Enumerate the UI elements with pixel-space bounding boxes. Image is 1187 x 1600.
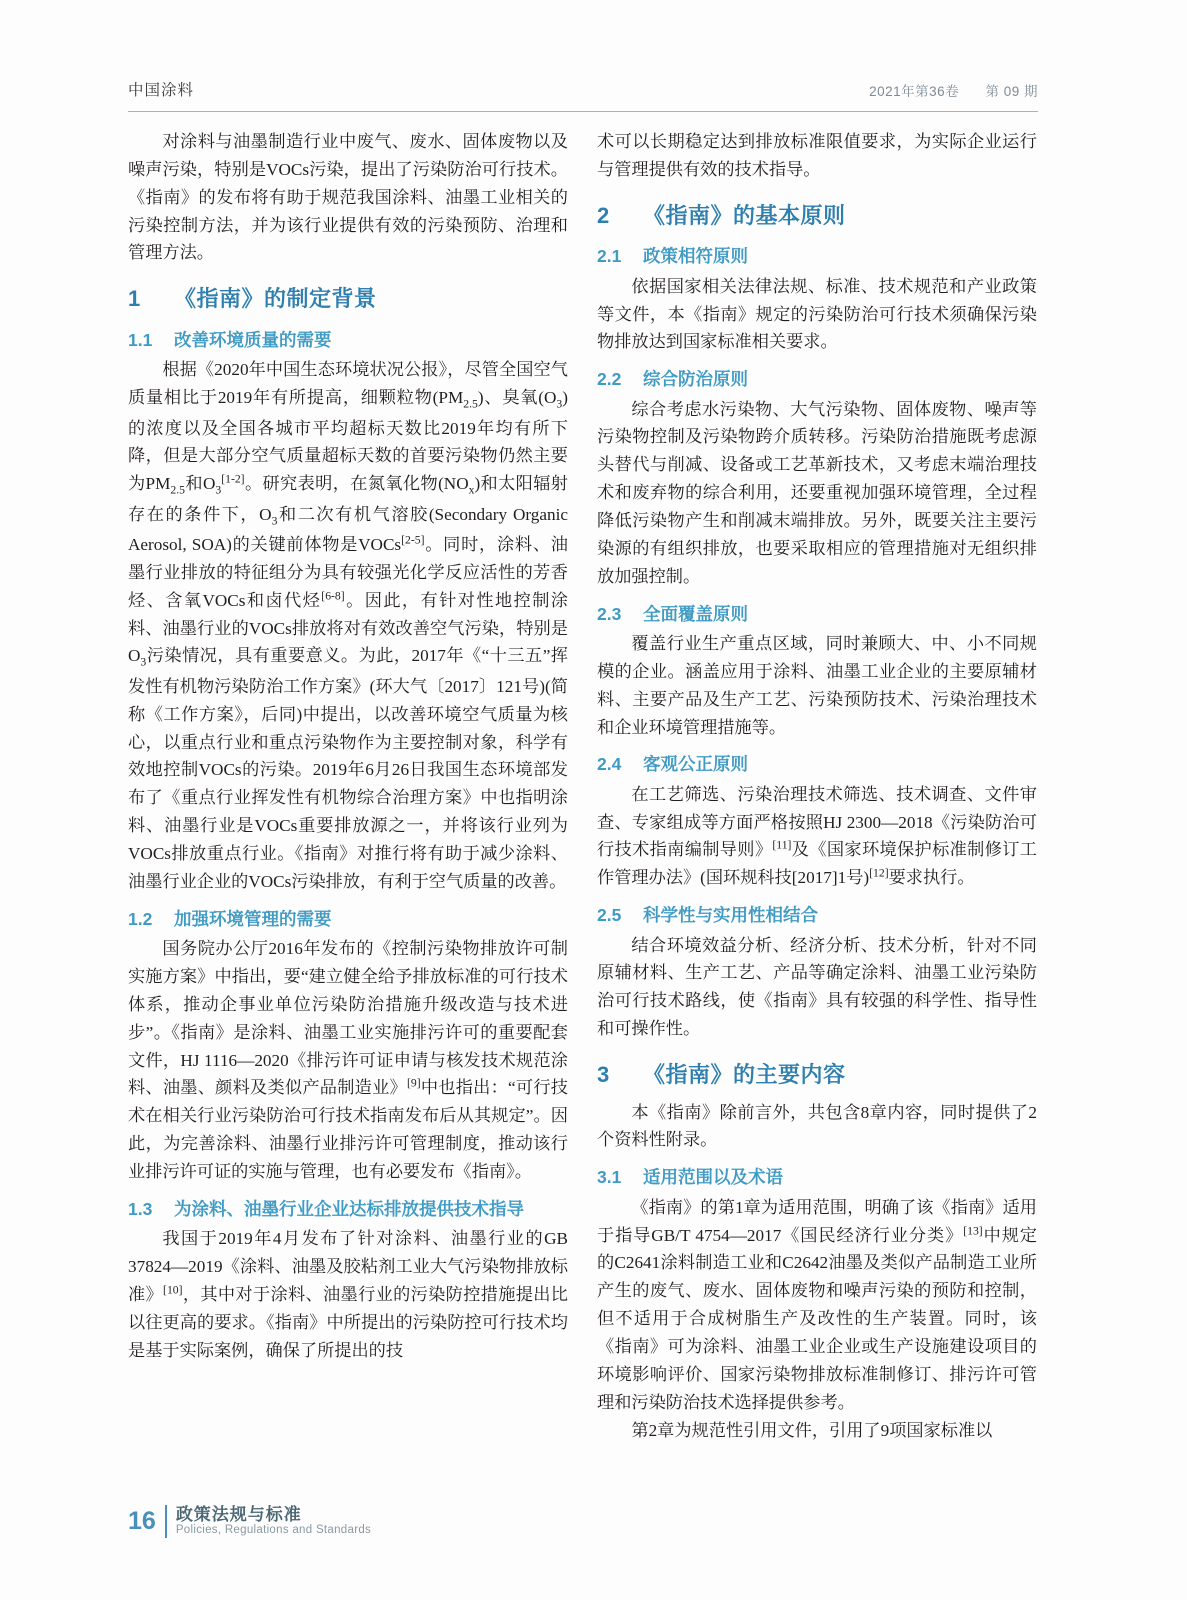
p31-ref1: [13] [963, 1223, 983, 1237]
paragraph-1-3 [128, 1225, 568, 1364]
paragraph-3: 本《指南》除前言外，共包含8章内容，同时提供了2个资料性附录。 [597, 1102, 1037, 1150]
p11-seg9: 。因此，有针对性地控制涂料、油墨行业的VOCs排放将对有效改善空气污染，特别是O [128, 590, 568, 666]
p11-seg7: 和二次有机气溶胶(Secondary Organic Aerosol, SOA)的关键前体物是VOCs [128, 504, 568, 555]
heading-2-2-title: 综合防治原则 [643, 369, 748, 390]
p11-sub5: x [468, 483, 475, 497]
p24-seg2: 及《国家环境保护标准制修订工作管理办法》(国环规科技[2017]1号) [597, 840, 1037, 888]
p11-seg2: )、臭氧(O [477, 388, 557, 408]
heading-2-4-title: 客观公正原则 [643, 754, 748, 775]
footer-section-en: Policies, Regulations and Standards [175, 1524, 372, 1537]
p24-ref1: [11] [772, 838, 792, 852]
paragraph-1-2 [128, 935, 568, 1186]
heading-2-3 [597, 600, 1037, 628]
paragraph-3-1 [597, 1194, 1037, 1417]
p11-seg8: 。同时，涂料、油墨行业排放的特征组分为具有较强光化学反应活性的芳香烃、含氧VOCs和卤代烃 [128, 535, 568, 610]
p11-sub3: 2.5 [170, 483, 186, 497]
p11-sub2: 3 [556, 397, 563, 411]
p11-ref3: [6-8] [321, 589, 345, 602]
heading-1-background [128, 281, 568, 317]
p11-ref2: [2-5] [401, 533, 425, 547]
paragraph-2-5: 结合环境效益分析、经济分析、技术分析，针对不同原辅材料、生产工艺、产品等确定涂料、油墨工业污染防治可行技术路线，使《指南》具有较强的科学性、指导性和可操作性。 [597, 935, 1037, 1039]
heading-3-number: 3 [597, 1061, 610, 1087]
heading-2-3-number: 2.3 [597, 603, 622, 624]
p11-seg5: 。研究表明，在氮氧化物(NO [244, 474, 469, 494]
paragraph-intro: 对涂料与油墨制造行业中废气、废水、固体废物以及噪声污染，特别是VOCs污染，提出了污染防治可行技术。《指南》的发布将有助于规范我国涂料、油墨工业相关的污染控制方法，并为该行业提供有效的污染预防、治理和管理方法。 [128, 132, 568, 263]
heading-1-1-number: 1.1 [128, 329, 153, 350]
heading-3-1 [597, 1163, 1037, 1191]
p13-seg1: 我国于2019年4月发布了针对涂料、油墨行业的GB 37824—2019《涂料、油墨及胶粘剂工业大气污染物排放标准》 [128, 1229, 568, 1304]
p24-ref2: [12] [869, 866, 889, 880]
p11-sub1: 2.5 [463, 397, 478, 411]
footer-section-cn: 政策法规与标准 [175, 1504, 302, 1524]
paragraph-2-4 [597, 781, 1037, 892]
p11-seg1: 根据《2020年中国生态环境状况公报》，尽管全国空气质量相比于2019年有所提高，细颗粒物(PM [128, 360, 568, 408]
p11-seg10: 污染情况，具有重要意义。为此，2017年《“十三五”挥发性有机物污染防治工作方案》(环大气〔2017〕121号)(简称《工作方案》，后同)中提出，以改善环境空气质量为核心，以重点行业和重点污染物作为主要控制对象，科学有效地控制VOCs的污染。2019年6月26日我国生态环境部发布了《重点行业挥发性有机物综合治理方案》中也指明涂料、油墨行业是VOCs重要排放源之一，并将该行业列为VOCs排放重点行业。《指南》对推行将有助于减少涂料、油墨行业企业的VOCs污染排放，有利于空气质量的改善。 [128, 646, 568, 891]
paragraph-3-1-cont: 第2章为规范性引用文件，引用了9项国家标准以 [631, 1420, 993, 1440]
page-header [128, 78, 1038, 112]
p12-ref1: [9] [406, 1076, 421, 1090]
heading-1-title: 《指南》的制定背景 [174, 286, 377, 312]
heading-2-title: 《指南》的基本原则 [643, 202, 846, 228]
heading-2-1-title: 政策相符原则 [643, 246, 748, 267]
footer-divider [165, 1505, 167, 1538]
heading-2-4-number: 2.4 [597, 754, 622, 775]
paragraph-continued: 术可以长期稳定达到排放标准限值要求，为实际企业运行与管理提供有效的技术指导。 [597, 132, 1037, 179]
p12-seg2: 中也指出：“可行技术在相关行业污染防治可行技术指南发布后从其规定”。因此，为完善涂料、油墨行业排污许可管理制度，推动该行业排污许可证的实施与管理，也有必要发布《指南》。 [128, 1078, 568, 1181]
heading-3-1-title: 适用范围以及术语 [643, 1167, 783, 1188]
issue-label: 第 09 期 [985, 84, 1038, 99]
p24-seg3: 要求执行。 [888, 868, 975, 888]
footer-section [176, 1505, 371, 1538]
heading-1-3-number: 1.3 [128, 1198, 153, 1219]
p11-ref1: [1-2] [221, 472, 245, 486]
p31-seg2: 中规定的C2641涂料制造工业和C2642油墨及类似产品制造工业所产生的废气、废水、固体废物和噪声污染的预防和控制，但不适用于合成树脂生产及改性的生产装置。同时，该《指南》可为涂料、油墨工业企业或生产设施建设项目的环境影响评价、国家污染物排放标准制修订、排污许可管理和污染防治技术选择提供参考。 [597, 1225, 1037, 1412]
journal-name: 中国涂料 [128, 82, 195, 99]
heading-1-2 [128, 905, 568, 933]
p24-seg1: 在工艺筛选、污染治理技术筛选、技术调查、文件审查、专家组成等方面严格按照HJ 2300—2018《污染防治可行技术指南编制导则》 [597, 784, 1037, 860]
heading-2-number: 2 [597, 202, 610, 228]
heading-1-number: 1 [128, 286, 141, 312]
p13-ref1: [10] [163, 1283, 183, 1297]
issue-info [869, 80, 1038, 100]
paragraph-2-3: 覆盖行业生产重点区域，同时兼顾大、中、小不同规模的企业。涵盖应用于涂料、油墨工业企业的主要原辅材料、主要产品及生产工艺、污染预防技术、污染治理技术和企业环境管理措施等。 [597, 633, 1037, 737]
heading-1-3-title: 为涂料、油墨行业企业达标排放提供技术指导 [174, 1198, 524, 1219]
heading-2-1-number: 2.1 [597, 246, 622, 267]
heading-2-3-title: 全面覆盖原则 [643, 603, 748, 624]
p11-seg4: 和O [185, 474, 216, 494]
paragraph-1-1 [128, 356, 568, 895]
p11-sub4: 3 [215, 483, 222, 497]
p11-sub7: 3 [140, 655, 147, 669]
heading-3-contents [597, 1057, 1037, 1093]
heading-2-5-number: 2.5 [597, 905, 622, 926]
heading-1-1 [128, 326, 568, 354]
volume-label: 2021年第36卷 [869, 84, 960, 99]
heading-2-principles [597, 198, 1037, 234]
right-column [597, 128, 1037, 1444]
paragraph-2-1: 依据国家相关法律法规、标准、技术规范和产业政策等文件，本《指南》规定的污染防治可行技术须确保污染物排放达到国家标准相关要求。 [597, 276, 1037, 352]
heading-1-1-title: 改善环境质量的需要 [174, 329, 332, 350]
heading-2-4 [597, 750, 1037, 778]
p31-seg1: 《指南》的第1章为适用范围，明确了该《指南》适用于指导GB/T 4754—2017《国民经济行业分类》 [597, 1197, 1037, 1245]
p11-seg3: )的浓度以及全国各城市平均超标天数比2019年均有所下降，但是大部分空气质量超标天数的首要污染物仍然主要为PM [128, 388, 568, 494]
heading-1-2-number: 1.2 [128, 908, 153, 929]
heading-3-1-number: 3.1 [597, 1167, 622, 1188]
heading-1-2-title: 加强环境管理的需要 [174, 908, 332, 929]
heading-2-5-title: 科学性与实用性相结合 [643, 905, 818, 926]
p11-sub6: 3 [271, 514, 278, 528]
heading-1-3 [128, 1195, 568, 1223]
paragraph-2-2: 综合考虑水污染物、大气污染物、固体废物、噪声等污染物控制及污染物跨介质转移。污染防治措施既考虑源头替代与削减、设备或工艺革新技术，又考虑末端治理技术和废弃物的综合利用，还要重视加强环境管理，全过程降低污染物产生和削减末端排放。另外，既要关注主要污染源的有组织排放，也要采取相应的管理措施对无组织排放加强控制。 [597, 399, 1037, 586]
heading-2-2-number: 2.2 [597, 369, 622, 390]
heading-2-1 [597, 242, 1037, 270]
left-column [128, 128, 568, 1364]
heading-2-2 [597, 365, 1037, 393]
heading-3-title: 《指南》的主要内容 [643, 1061, 846, 1087]
heading-2-5 [597, 901, 1037, 929]
p13-seg2: ，其中对于涂料、油墨行业的污染防控措施提出比以往更高的要求。《指南》中所提出的污染防控可行技术均是基于实际案例，确保了所提出的技 [128, 1284, 568, 1360]
p11-seg6: )和太阳辐射存在的条件下，O [128, 474, 568, 524]
p12-seg1: 国务院办公厅2016年发布的《控制污染物排放许可制实施方案》中指出，要“建立健全给予排放标准的可行技术体系，推动企事业单位污染防治措施升级改造与技术进步”。《指南》是涂料、油墨工业实施排污许可的重要配套文件，HJ 1116—2020《排污许可证申请与核发技术规范涂料、油墨、颜料及类似产品制造业》 [128, 939, 568, 1098]
page-number: 16 [128, 1506, 156, 1535]
page-footer [128, 1505, 371, 1538]
